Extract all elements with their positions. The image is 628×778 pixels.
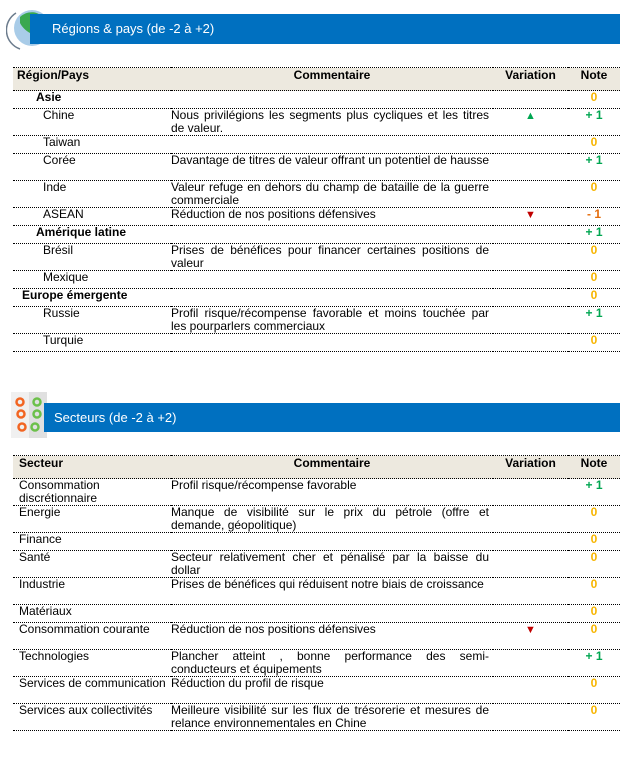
row-note: + 1 bbox=[568, 650, 620, 677]
row-name: Technologies bbox=[13, 650, 171, 677]
header-variation: Variation bbox=[493, 68, 568, 91]
row-note: 0 bbox=[568, 677, 620, 704]
sector-row bbox=[13, 605, 620, 623]
row-name: Inde bbox=[13, 181, 171, 208]
row-variation bbox=[493, 533, 568, 551]
row-note: + 1 bbox=[568, 307, 620, 334]
row-name: Santé bbox=[13, 551, 171, 578]
sector-row bbox=[13, 479, 620, 506]
row-note: 0 bbox=[568, 623, 620, 650]
region-row bbox=[13, 226, 620, 244]
row-variation bbox=[493, 650, 568, 677]
sectors-title: Secteurs (de -2 à +2) bbox=[54, 410, 177, 425]
regions-table bbox=[13, 67, 620, 352]
row-name: Services aux collectivités bbox=[13, 704, 171, 731]
row-variation bbox=[493, 136, 568, 154]
country-row bbox=[13, 271, 620, 289]
arrow-up-icon: ▲ bbox=[525, 110, 536, 122]
row-variation bbox=[493, 271, 568, 289]
row-variation bbox=[493, 506, 568, 533]
sectors-table bbox=[13, 455, 620, 731]
header-region: Région/Pays bbox=[13, 68, 171, 91]
row-variation bbox=[493, 551, 568, 578]
row-comment bbox=[171, 136, 493, 154]
row-name: Energie bbox=[13, 506, 171, 533]
row-comment bbox=[171, 605, 493, 623]
row-name: Chine bbox=[13, 109, 171, 136]
sectors-header-row bbox=[13, 456, 620, 479]
header-sector: Secteur bbox=[13, 456, 171, 479]
row-comment: Secteur relativement cher et pénalisé par la baisse du dollar bbox=[171, 551, 493, 578]
row-name: Services de communication bbox=[13, 677, 171, 704]
header-variation: Variation bbox=[493, 456, 568, 479]
row-note: 0 bbox=[568, 704, 620, 731]
country-row bbox=[13, 334, 620, 352]
row-variation bbox=[493, 289, 568, 307]
row-note: 0 bbox=[568, 334, 620, 352]
row-variation bbox=[493, 479, 568, 506]
sector-row bbox=[13, 677, 620, 704]
row-name: Finance bbox=[13, 533, 171, 551]
row-comment: Profil risque/récompense favorable et moins touchée par les pourparlers commerciaux bbox=[171, 307, 493, 334]
row-name: Europe émergente bbox=[13, 289, 171, 307]
header-comment: Commentaire bbox=[171, 456, 493, 479]
row-note: 0 bbox=[568, 289, 620, 307]
country-row bbox=[13, 136, 620, 154]
row-variation bbox=[493, 208, 568, 226]
country-row bbox=[13, 244, 620, 271]
row-variation bbox=[493, 307, 568, 334]
row-variation bbox=[493, 154, 568, 181]
row-variation bbox=[493, 605, 568, 623]
row-variation bbox=[493, 91, 568, 109]
region-row bbox=[13, 91, 620, 109]
row-name: Consommation courante bbox=[13, 623, 171, 650]
row-variation bbox=[493, 226, 568, 244]
sectors-banner bbox=[44, 403, 620, 432]
row-note: 0 bbox=[568, 533, 620, 551]
header-note: Note bbox=[568, 68, 620, 91]
row-variation bbox=[493, 677, 568, 704]
regions-title: Régions & pays (de -2 à +2) bbox=[52, 21, 215, 36]
sector-row bbox=[13, 704, 620, 731]
row-name: Corée bbox=[13, 154, 171, 181]
row-comment bbox=[171, 91, 493, 109]
row-comment: Nous privilégions les segments plus cycliques et les titres de valeur. bbox=[171, 109, 493, 136]
row-name: Russie bbox=[13, 307, 171, 334]
country-row bbox=[13, 109, 620, 136]
sector-row bbox=[13, 551, 620, 578]
row-variation bbox=[493, 704, 568, 731]
row-comment: Valeur refuge en dehors du champ de bataille de la guerre commerciale bbox=[171, 181, 493, 208]
sector-row bbox=[13, 578, 620, 605]
country-row bbox=[13, 154, 620, 181]
row-comment bbox=[171, 226, 493, 244]
sector-row bbox=[13, 533, 620, 551]
row-variation bbox=[493, 623, 568, 650]
row-note: - 1 bbox=[568, 208, 620, 226]
country-row bbox=[13, 307, 620, 334]
row-variation bbox=[493, 334, 568, 352]
row-note: 0 bbox=[568, 244, 620, 271]
row-comment: Meilleure visibilité sur les flux de trésorerie et mesures de relance environnementales en Chine bbox=[171, 704, 493, 731]
row-name: ASEAN bbox=[13, 208, 171, 226]
row-name: Matériaux bbox=[13, 605, 171, 623]
row-note: 0 bbox=[568, 91, 620, 109]
row-note: + 1 bbox=[568, 109, 620, 136]
row-comment bbox=[171, 271, 493, 289]
row-comment: Manque de visibilité sur le prix du pétrole (offre et demande, géopolitique) bbox=[171, 506, 493, 533]
regions-header-row bbox=[13, 68, 620, 91]
row-comment: Plancher atteint , bonne performance des semi-conducteurs et équipements bbox=[171, 650, 493, 677]
row-name: Consommation discrétionnaire bbox=[13, 479, 171, 506]
sector-row bbox=[13, 506, 620, 533]
row-name: Industrie bbox=[13, 578, 171, 605]
row-name: Brésil bbox=[13, 244, 171, 271]
row-note: 0 bbox=[568, 578, 620, 605]
row-name: Amérique latine bbox=[13, 226, 171, 244]
row-note: 0 bbox=[568, 551, 620, 578]
row-note: + 1 bbox=[568, 226, 620, 244]
row-note: 0 bbox=[568, 605, 620, 623]
row-variation bbox=[493, 109, 568, 136]
row-comment: Profil risque/récompense favorable bbox=[171, 479, 493, 506]
row-variation bbox=[493, 578, 568, 605]
header-comment: Commentaire bbox=[171, 68, 493, 91]
row-note: + 1 bbox=[568, 154, 620, 181]
row-note: + 1 bbox=[568, 479, 620, 506]
row-comment bbox=[171, 533, 493, 551]
row-comment: Prises de bénéfices qui réduisent notre biais de croissance bbox=[171, 578, 493, 605]
row-name: Taiwan bbox=[13, 136, 171, 154]
row-comment: Prises de bénéfices pour financer certaines positions de valeur bbox=[171, 244, 493, 271]
arrow-down-icon: ▼ bbox=[525, 624, 536, 636]
row-comment: Davantage de titres de valeur offrant un potentiel de hausse bbox=[171, 154, 493, 181]
arrow-down-icon: ▼ bbox=[525, 209, 536, 221]
row-note: 0 bbox=[568, 181, 620, 208]
sector-dots-icon bbox=[11, 392, 47, 438]
row-note: 0 bbox=[568, 136, 620, 154]
row-name: Mexique bbox=[13, 271, 171, 289]
row-comment: Réduction de nos positions défensives bbox=[171, 623, 493, 650]
row-name: Asie bbox=[13, 91, 171, 109]
row-comment bbox=[171, 334, 493, 352]
row-note: 0 bbox=[568, 271, 620, 289]
region-row bbox=[13, 289, 620, 307]
row-name: Turquie bbox=[13, 334, 171, 352]
sector-row bbox=[13, 623, 620, 650]
row-variation bbox=[493, 244, 568, 271]
sector-row bbox=[13, 650, 620, 677]
row-note: 0 bbox=[568, 506, 620, 533]
header-note: Note bbox=[568, 456, 620, 479]
row-comment: Réduction du profil de risque bbox=[171, 677, 493, 704]
country-row bbox=[13, 208, 620, 226]
row-variation bbox=[493, 181, 568, 208]
regions-banner bbox=[30, 14, 620, 44]
country-row bbox=[13, 181, 620, 208]
row-comment bbox=[171, 289, 493, 307]
row-comment: Réduction de nos positions défensives bbox=[171, 208, 493, 226]
